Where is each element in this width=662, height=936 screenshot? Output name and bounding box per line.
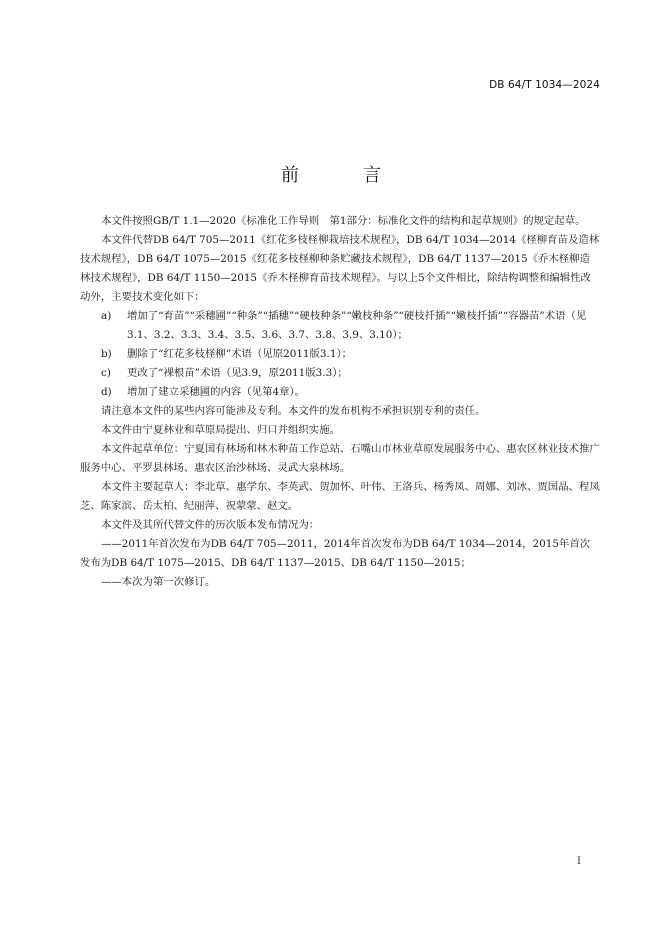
page-title: 前 言 xyxy=(281,165,404,186)
list-item xyxy=(80,345,600,364)
list-item xyxy=(80,307,600,345)
list-marker: c) xyxy=(101,367,111,379)
list-item xyxy=(80,383,600,402)
list-text: 删除了“红花多枝柽柳”术语（见原2011版3.1）； xyxy=(127,348,353,360)
paragraph-drafting-units: 本文件起草单位：宁夏国有林场和林木种苗工作总站、石嘴山市林业草原发展服务中心、惠农区林业技术推广服务中心、平罗县林场、惠农区治沙林场、灵武大泉林场。 xyxy=(80,443,600,474)
list-text: 增加了建立采穗圃的内容（见第4章）。 xyxy=(127,386,306,398)
paragraph-revision-note: ——本次为第一次修订。 xyxy=(101,576,216,588)
document-code: DB 64/T 1034—2024 xyxy=(489,79,600,91)
paragraph-drafting-rules: 本文件按照GB/T 1.1—2020《标准化工作导则 第1部分：标准化文件的结构和起草规则》的规定起草。 xyxy=(101,215,586,227)
paragraph-proposer: 本文件由宁夏林业和草原局提出、归口并组织实施。 xyxy=(101,424,340,436)
paragraph-replacement: 本文件代替DB 64/T 705—2011《红花多枝柽柳栽培技术规程》，DB 64/T 1034—2014《柽柳育苗及造林技术规程》，DB 64/T 1075—2015《红花多枝柽柳种条贮藏技术规程》，DB 64/T 1137—2015《乔木柽柳造林技术规程》，DB 64/T 1150—2015《乔木柽柳育苗技术规程》。与以上5个文件相比，除结构调整和编辑性改动外，主要技术变化如下： xyxy=(80,234,600,303)
list-marker: b) xyxy=(101,348,112,360)
page-number: I xyxy=(577,856,581,867)
document-body xyxy=(80,212,600,592)
list-text: 增加了“育苗”“采穗圃”“种条”“插穗”“硬枝种条”“嫩枝种条”“硬枝扦插”“嫩枝扦插”“容器苗”术语（见3.1、3.2、3.3、3.4、3.5、3.6、3.7、3.8、3.9、3.10）； xyxy=(127,310,587,341)
paragraph-history-intro: 本文件及其所代替文件的历次版本发布情况为： xyxy=(101,519,320,531)
list-item xyxy=(80,364,600,383)
paragraph-drafters: 本文件主要起草人：李北草、惠学东、李英武、贺加怀、叶伟、王洛兵、杨秀凤、周娜、刘冰、贾国晶、程凤芝、陈家滨、岳太柏、纪丽萍、祝蒙蒙、赵文。 xyxy=(80,481,600,512)
list-marker: d) xyxy=(101,386,112,398)
list-marker: a) xyxy=(101,310,112,322)
paragraph-patent-notice: 请注意本文件的某些内容可能涉及专利。本文件的发布机构不承担识别专利的责任。 xyxy=(101,405,486,417)
list-text: 更改了“裸根苗”术语（见3.9，原2011版3.3）； xyxy=(127,367,348,379)
paragraph-history-releases: ——2011年首次发布为DB 64/T 705—2011，2014年首次发布为DB 64/T 1034—2014，2015年首次发布为DB 64/T 1075—2015、DB 64/T 1137—2015、DB 64/T 1150—2015； xyxy=(80,538,591,569)
